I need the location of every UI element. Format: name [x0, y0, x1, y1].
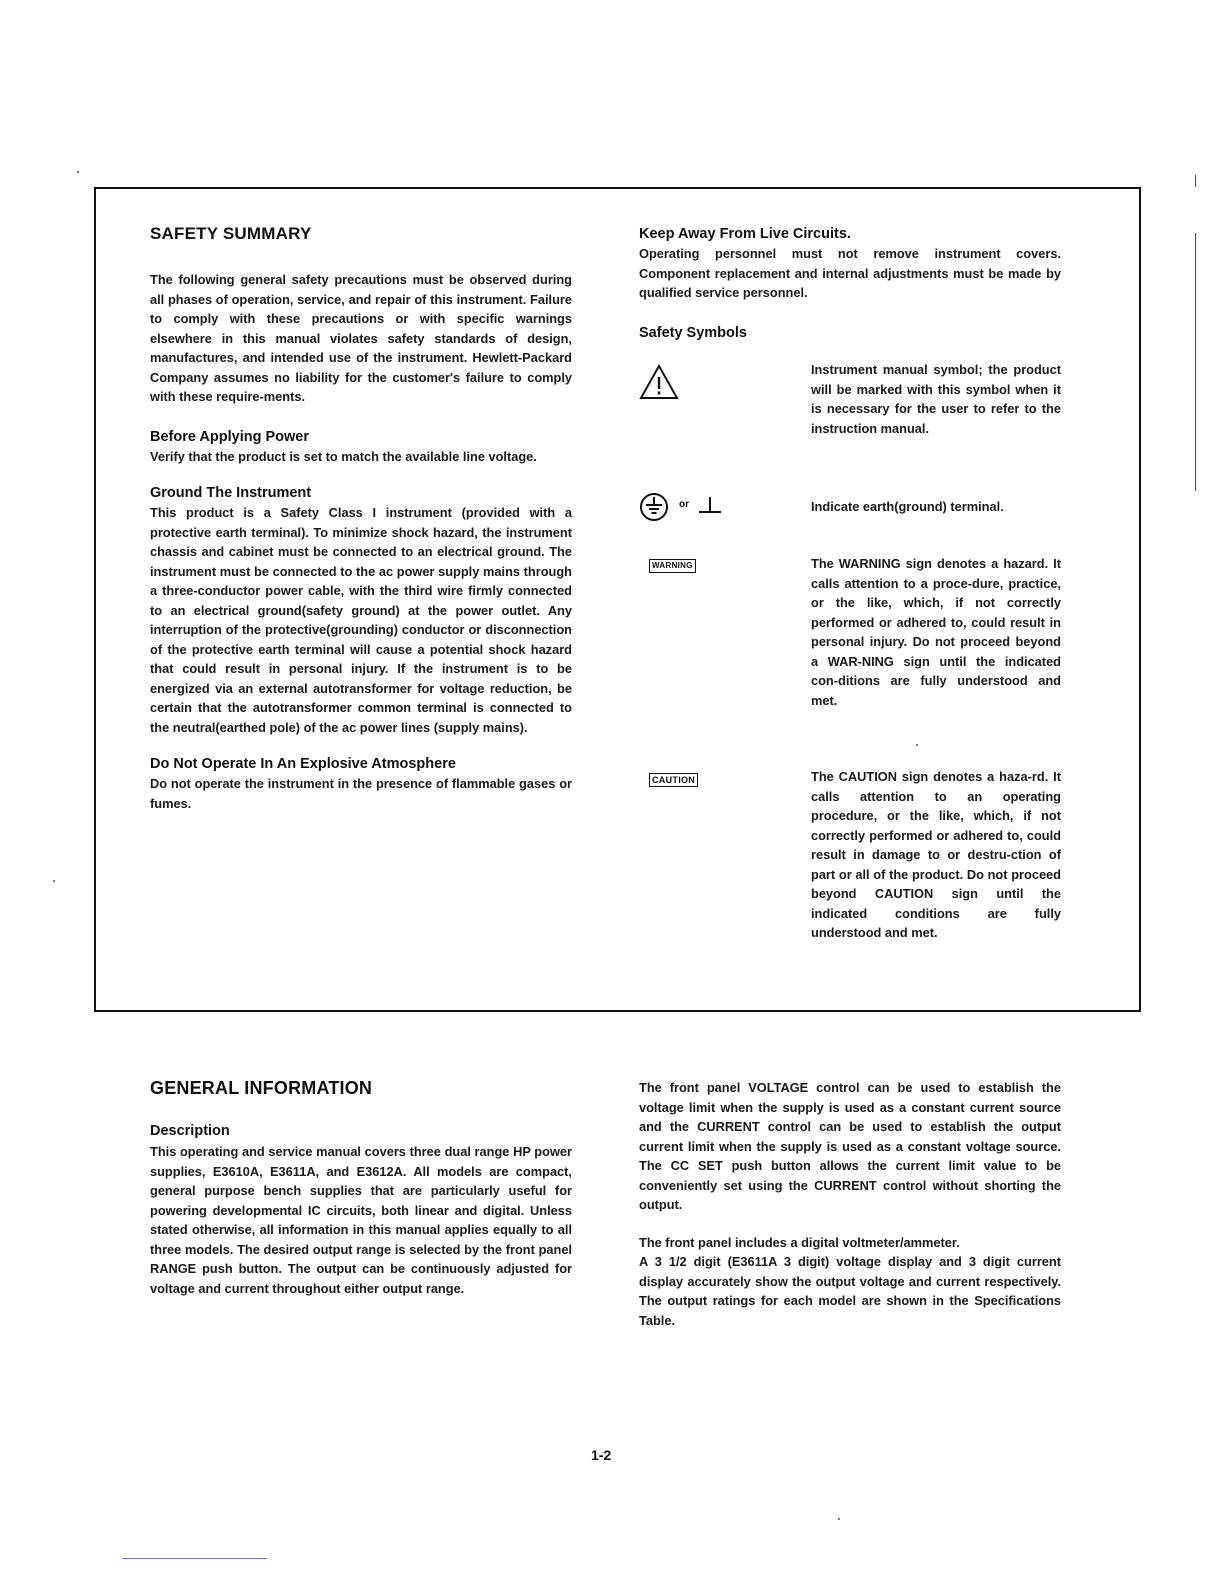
protective-earth-icon: [639, 492, 669, 522]
explosive-atmosphere-heading: Do Not Operate In An Explosive Atmosphere: [150, 756, 456, 772]
before-applying-power-text: Verify that the product is set to match the available line voltage.: [150, 448, 537, 464]
caution-label-icon: CAUTION: [649, 773, 698, 787]
warning-symbol-text: The WARNING sign denotes a hazard. It calls attention to a proce-dure, practice, or the like, which, if not correctly performed or adhered to, could result in personal injury. Do not proceed beyond a WAR-NING sign until the indicated con-ditions are fully understood and met.: [811, 556, 1061, 708]
description-text: This operating and service manual covers three dual range HP power supplies, E3610A, E3611A, and E3612A. All models are compact, general purpose bench supplies that are particularly useful for powering developmental IC circuits, both linear and digital. Unless stated otherwise, all information in this manual applies equally to all three models. The desired output range is selected by the front panel RANGE push button. The output can be continuously adjusted for voltage and current throughout either output range.: [150, 1144, 572, 1296]
description-heading: Description: [150, 1123, 230, 1139]
front-panel-meter-text: The front panel includes a digital voltmeter/ammeter.: [639, 1234, 960, 1250]
safety-intro-text: The following general safety precautions must be observed during all phases of operation, service, and repair of this instrument. Failure to comply with these precautions or with specific warnings elsewhere in this manual violates safety standards of design, manufactures, and intended use of the instrument. Hewlett-Packard Company assumes no liability for the customer's failure to comply with these require-ments.: [150, 272, 572, 404]
safety-symbols-heading: Safety Symbols: [639, 324, 747, 341]
page-number: 1-2: [591, 1447, 612, 1463]
live-circuits-text: Operating personnel must not remove instrument covers. Component replacement and internal adjustments must be made by qualified service personnel.: [639, 246, 1061, 300]
safety-right-column: [639, 224, 1061, 964]
before-applying-power-heading: Before Applying Power: [150, 428, 309, 445]
display-description-text: A 3 1/2 digit (E3611A 3 digit) voltage display and 3 digit current display accurately show the output voltage and current respectively. The output ratings for each model are shown in the Specifications Table.: [639, 1254, 1061, 1328]
scan-speck: [916, 744, 918, 746]
explosive-atmosphere-text: Do not operate the instrument in the presence of flammable gases or fumes.: [150, 776, 572, 811]
warning-triangle-icon: [639, 364, 679, 400]
scan-edge-mark-small: [1195, 175, 1196, 187]
ground-terminal-icon: [697, 496, 723, 516]
ground-instrument-heading: Ground The Instrument: [150, 485, 312, 501]
caution-symbol-text: The CAUTION sign denotes a haza-rd. It calls attention to an operating procedure, or the like, which, if not correctly performed or adhered to, could result in damage to or destru-ction of part or all of the product. Do not proceed beyond CAUTION sign until the indicated conditions are fully understood and met.: [811, 769, 1061, 940]
scan-edge-mark: [1195, 233, 1196, 491]
manual-symbol-text: Instrument manual symbol; the product will be marked with this symbol when it is necessary for the user to refer to the instruction manual.: [811, 362, 1061, 436]
scan-speck: [77, 171, 79, 173]
warning-label-icon: WARNING: [649, 559, 696, 573]
safety-summary-title: SAFETY SUMMARY: [150, 224, 312, 243]
footer-rule: [122, 1558, 267, 1559]
safety-left-column: [150, 224, 572, 813]
live-circuits-heading: Keep Away From Live Circuits.: [639, 226, 851, 242]
general-left-column: [150, 1078, 572, 1298]
or-label: or: [679, 499, 689, 510]
general-information-title: GENERAL INFORMATION: [150, 1078, 373, 1098]
general-right-column: [639, 1078, 1061, 1330]
scan-speck: [838, 1518, 840, 1520]
scan-speck: [53, 880, 55, 882]
earth-symbol-text: Indicate earth(ground) terminal.: [811, 499, 1004, 514]
ground-instrument-text: This product is a Safety Class I instrument (provided with a protective earth terminal). To minimize shock hazard, the instrument chassis and cabinet must be connected to an electrical ground. The instrument must be connected to the ac power supply mains through a three-conductor power cable, with the third wire firmly connected to an electrical ground(safety ground) at the power outlet. Any interruption of the protective(grounding) conductor or disconnection of the protective earth terminal will cause a potential shock hazard that could result in personal injury. If the instrument is to be energized via an external autotransformer for voltage reduction, be certain that the autotransformer common terminal is connected to the neutral(earthed pole) of the ac power lines (supply mains).: [150, 505, 572, 735]
front-panel-controls-text: The front panel VOLTAGE control can be used to establish the voltage limit when the supply is used as a constant current source and the CURRENT control can be used to establish the output current limit when the supply is used as a constant voltage source. The CC SET push button allows the current limit value to be conveniently set using the CURRENT control without shorting the output.: [639, 1080, 1061, 1212]
